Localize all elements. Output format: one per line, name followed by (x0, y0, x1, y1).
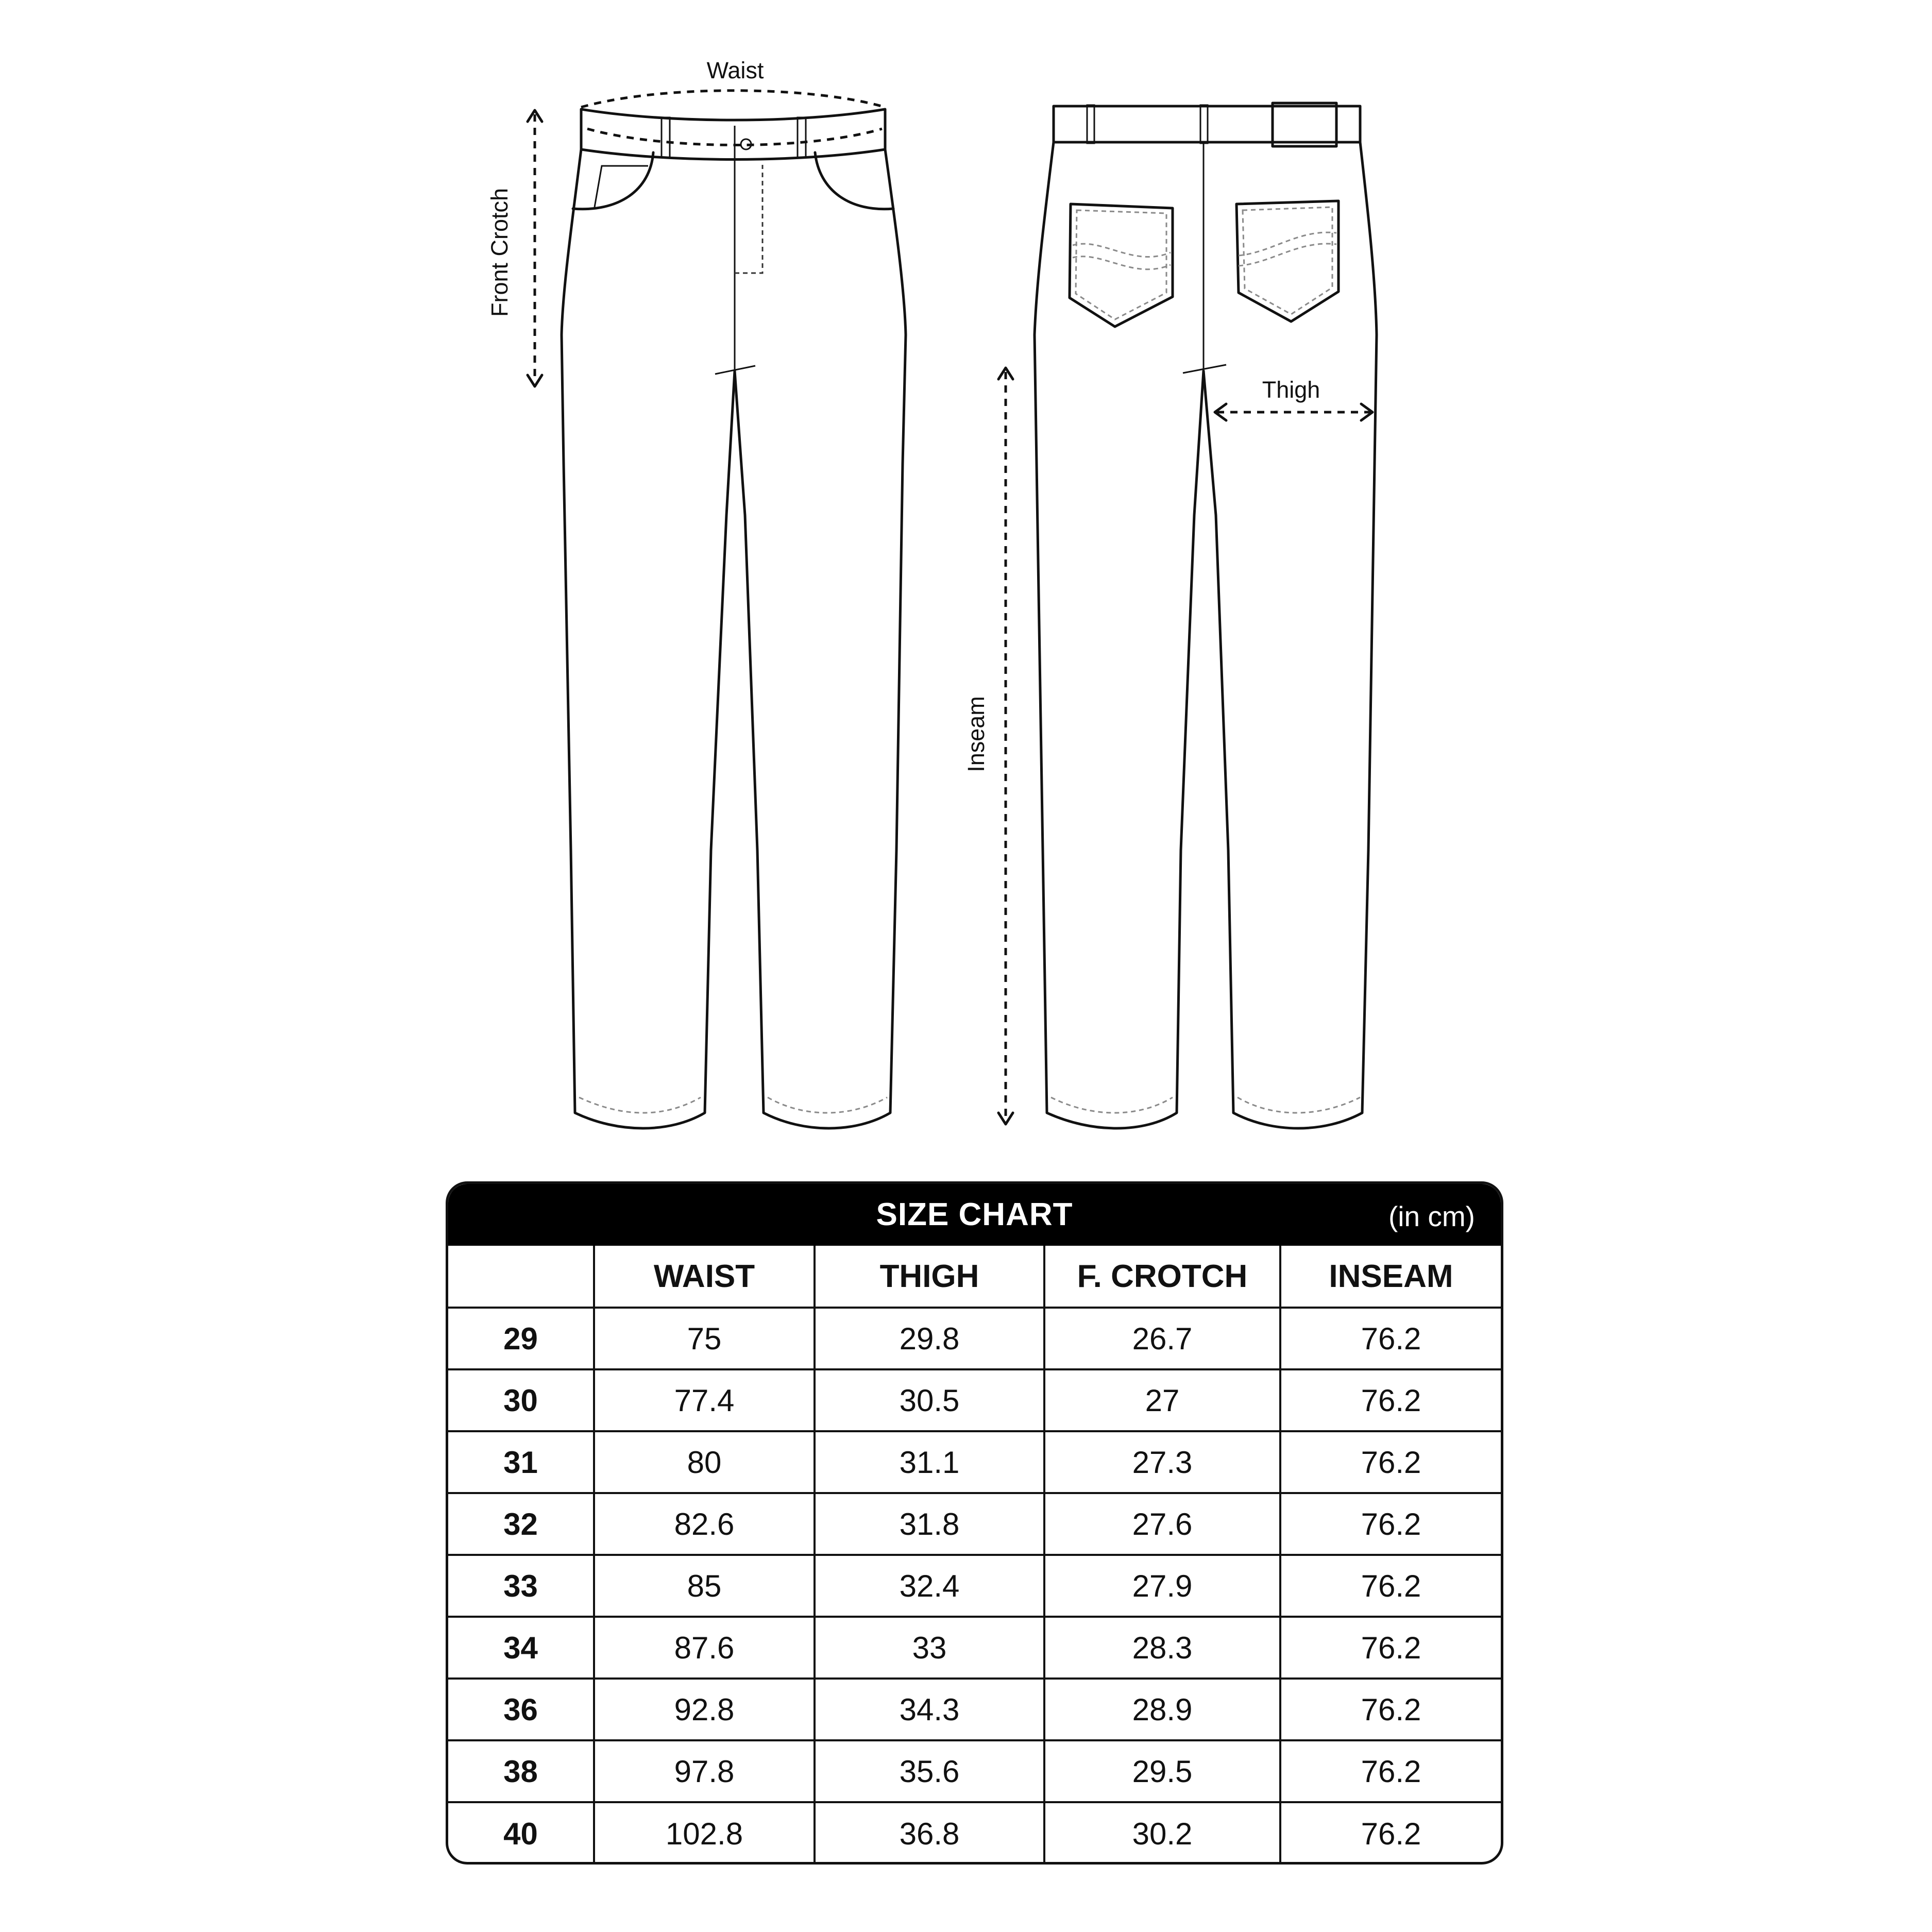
table-row (448, 1740, 1501, 1802)
inseam-cell: 76.2 (1280, 1493, 1501, 1555)
table-row (448, 1555, 1501, 1617)
front-crotch-cell: 30.2 (1044, 1802, 1280, 1864)
inseam-cell: 76.2 (1280, 1308, 1501, 1369)
pants-back-view (1035, 103, 1377, 1128)
front-crotch-cell: 29.5 (1044, 1740, 1280, 1802)
waist-cell: 75 (594, 1308, 815, 1369)
size-cell: 34 (448, 1617, 594, 1679)
size-cell: 38 (448, 1740, 594, 1802)
waist-measure (581, 57, 885, 145)
column-header-thigh: THIGH (815, 1246, 1044, 1308)
thigh-measure (1215, 377, 1372, 420)
front-crotch-cell: 28.3 (1044, 1617, 1280, 1679)
waist-label: Waist (706, 57, 764, 83)
waist-cell: 77.4 (594, 1369, 815, 1431)
size-cell: 30 (448, 1369, 594, 1431)
inseam-cell: 76.2 (1280, 1802, 1501, 1864)
front-crotch-cell: 27 (1044, 1369, 1280, 1431)
size-chart-title: SIZE CHART (876, 1197, 1073, 1232)
size-chart-table (446, 1181, 1503, 1865)
table-row (448, 1493, 1501, 1555)
front-crotch-measure (486, 110, 542, 386)
column-header-size (448, 1246, 594, 1308)
waist-cell: 80 (594, 1431, 815, 1493)
size-cell: 40 (448, 1802, 594, 1864)
column-header-row (448, 1246, 1501, 1308)
inseam-cell: 76.2 (1280, 1679, 1501, 1740)
pants-front-view (562, 109, 906, 1128)
waist-cell: 87.6 (594, 1617, 815, 1679)
inseam-label: Inseam (963, 696, 989, 772)
waist-cell: 92.8 (594, 1679, 815, 1740)
thigh-cell: 32.4 (815, 1555, 1044, 1617)
size-cell: 33 (448, 1555, 594, 1617)
thigh-cell: 31.1 (815, 1431, 1044, 1493)
front-crotch-cell: 27.3 (1044, 1431, 1280, 1493)
thigh-cell: 35.6 (815, 1740, 1044, 1802)
size-cell: 29 (448, 1308, 594, 1369)
inseam-cell: 76.2 (1280, 1431, 1501, 1493)
thigh-cell: 30.5 (815, 1369, 1044, 1431)
thigh-label: Thigh (1262, 377, 1320, 403)
inseam-cell: 76.2 (1280, 1617, 1501, 1679)
size-table (448, 1246, 1501, 1864)
column-header-waist: WAIST (594, 1246, 815, 1308)
table-row (448, 1369, 1501, 1431)
waist-cell: 97.8 (594, 1740, 815, 1802)
front-crotch-cell: 28.9 (1044, 1679, 1280, 1740)
table-row (448, 1308, 1501, 1369)
inseam-cell: 76.2 (1280, 1555, 1501, 1617)
thigh-cell: 33 (815, 1617, 1044, 1679)
waist-cell: 85 (594, 1555, 815, 1617)
table-row (448, 1617, 1501, 1679)
size-cell: 32 (448, 1493, 594, 1555)
thigh-cell: 36.8 (815, 1802, 1044, 1864)
thigh-cell: 29.8 (815, 1308, 1044, 1369)
inseam-measure (963, 368, 1013, 1124)
waist-cell: 82.6 (594, 1493, 815, 1555)
waist-cell: 102.8 (594, 1802, 815, 1864)
front-crotch-cell: 26.7 (1044, 1308, 1280, 1369)
table-row (448, 1679, 1501, 1740)
size-cell: 36 (448, 1679, 594, 1740)
column-header-front-crotch: F. CROTCH (1044, 1246, 1280, 1308)
thigh-cell: 34.3 (815, 1679, 1044, 1740)
front-crotch-cell: 27.6 (1044, 1493, 1280, 1555)
front-crotch-cell: 27.9 (1044, 1555, 1280, 1617)
thigh-cell: 31.8 (815, 1493, 1044, 1555)
inseam-cell: 76.2 (1280, 1740, 1501, 1802)
table-row (448, 1431, 1501, 1493)
front-crotch-label: Front Crotch (486, 188, 513, 317)
size-cell: 31 (448, 1431, 594, 1493)
column-header-inseam: INSEAM (1329, 1258, 1453, 1294)
size-chart-header (448, 1184, 1501, 1246)
inseam-cell: 76.2 (1280, 1369, 1501, 1431)
table-row (448, 1802, 1501, 1864)
size-chart-unit: (in cm) (1388, 1200, 1475, 1232)
